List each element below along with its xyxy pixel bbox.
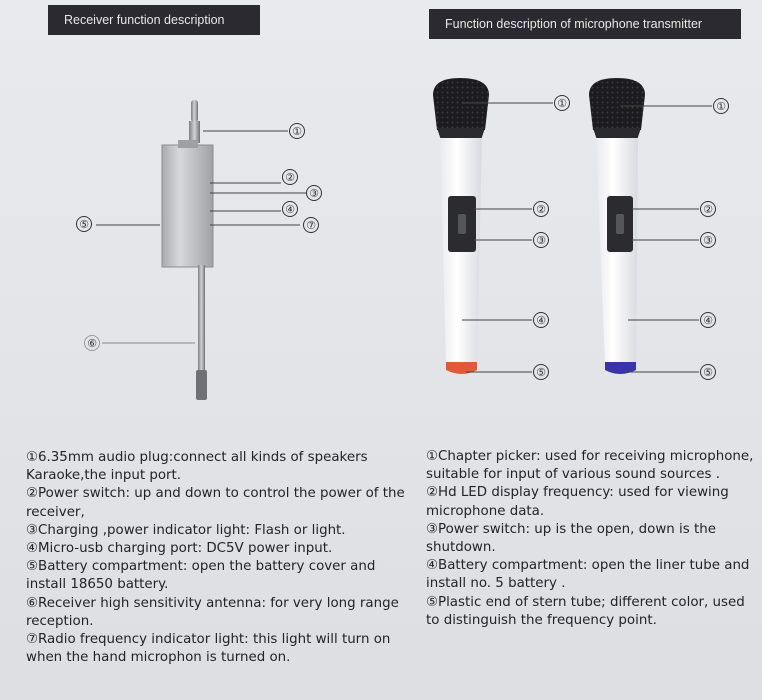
svg-text:⑦: ⑦: [306, 219, 316, 232]
receiver-antenna: [198, 265, 205, 381]
receiver-callout-2: [283, 170, 298, 185]
receiver-description-item: ⑥Receiver high sensitivity antenna: for very long range reception.: [26, 595, 399, 629]
transmitter-description-list: [426, 448, 762, 630]
mic-right-callout-2: [701, 202, 716, 217]
mic-left-callout-3: [534, 233, 549, 248]
receiver-callout-6: [85, 336, 100, 351]
receiver-description-item: ⑤Battery compartment: open the battery cover and install 18650 battery.: [26, 559, 376, 593]
receiver-description-list: [26, 449, 406, 667]
microphone-right: [589, 78, 729, 380]
audio-plug-tip: [191, 100, 198, 122]
mic-right-callout-5: [701, 365, 716, 380]
mic-right-power-switch: [616, 214, 624, 234]
svg-text:⑤: ⑤: [79, 218, 89, 231]
svg-text:②: ②: [536, 203, 546, 216]
mic-right-callout-4: [701, 313, 716, 328]
mic-left-callout-4: [534, 313, 549, 328]
mic-right-callout-3: [701, 233, 716, 248]
receiver-illustration: [77, 100, 322, 400]
svg-text:④: ④: [703, 314, 713, 327]
receiver-description-item: ①6.35mm audio plug:connect all kinds of speakers Karaoke,the input port.: [26, 450, 368, 484]
transmitter-description-item: ②Hd LED display frequency: used for viewing microphone data.: [426, 485, 729, 519]
transmitter-description-item: ④Battery compartment: open the liner tube and install no. 5 battery .: [426, 558, 750, 592]
receiver-description-item: ⑦Radio frequency indicator light: this light will turn on when the hand microphon is turned on.: [26, 632, 391, 666]
receiver-callout-4: [283, 202, 298, 217]
receiver-callout-5: [77, 217, 92, 232]
mic-left-power-switch: [458, 214, 466, 234]
svg-text:③: ③: [703, 234, 713, 247]
receiver-body: [162, 145, 213, 267]
mic-left-callout-1: [555, 96, 570, 111]
receiver-description-item: ②Power switch: up and down to control the power of the receiver,: [26, 486, 405, 520]
receiver-description-item: ④Micro-usb charging port: DC5V power input.: [26, 541, 333, 557]
receiver-callout-3: [307, 186, 322, 201]
mic-left-grille: [433, 78, 489, 130]
transmitter-banner-title: Function description of microphone transmitter: [429, 9, 741, 39]
svg-text:①: ①: [557, 97, 567, 110]
receiver-banner-title: Receiver function description: [48, 5, 260, 35]
antenna-tip: [196, 370, 207, 400]
svg-text:⑤: ⑤: [703, 366, 713, 379]
mic-left-callout-2: [534, 202, 549, 217]
svg-text:②: ②: [285, 171, 295, 184]
svg-text:④: ④: [285, 203, 295, 216]
microphone-left: [433, 78, 570, 380]
mic-right-grille: [589, 78, 645, 130]
receiver-callout-7: [304, 218, 319, 233]
mic-right-callout-1: [714, 99, 729, 114]
svg-text:⑤: ⑤: [536, 366, 546, 379]
svg-text:①: ①: [716, 100, 726, 113]
mic-left-callout-5: [534, 365, 549, 380]
receiver-callout-1: [290, 124, 305, 139]
transmitter-description-item: ①Chapter picker: used for receiving microphone, suitable for input of various sound sources .: [426, 449, 754, 483]
audio-plug-body: [189, 121, 200, 143]
svg-text:①: ①: [292, 125, 302, 138]
svg-text:④: ④: [536, 314, 546, 327]
svg-text:③: ③: [309, 187, 319, 200]
svg-text:⑥: ⑥: [87, 337, 97, 350]
svg-text:②: ②: [703, 203, 713, 216]
receiver-top-cap: [178, 140, 198, 148]
transmitter-description-item: ③Power switch: up is the open, down is the shutdown.: [426, 521, 716, 556]
receiver-description-item: ③Charging ,power indicator light: Flash or light.: [26, 522, 346, 538]
svg-text:③: ③: [536, 234, 546, 247]
transmitter-description-item: ⑤Plastic end of stern tube; different color, used to distinguish the frequency point.: [426, 594, 745, 628]
